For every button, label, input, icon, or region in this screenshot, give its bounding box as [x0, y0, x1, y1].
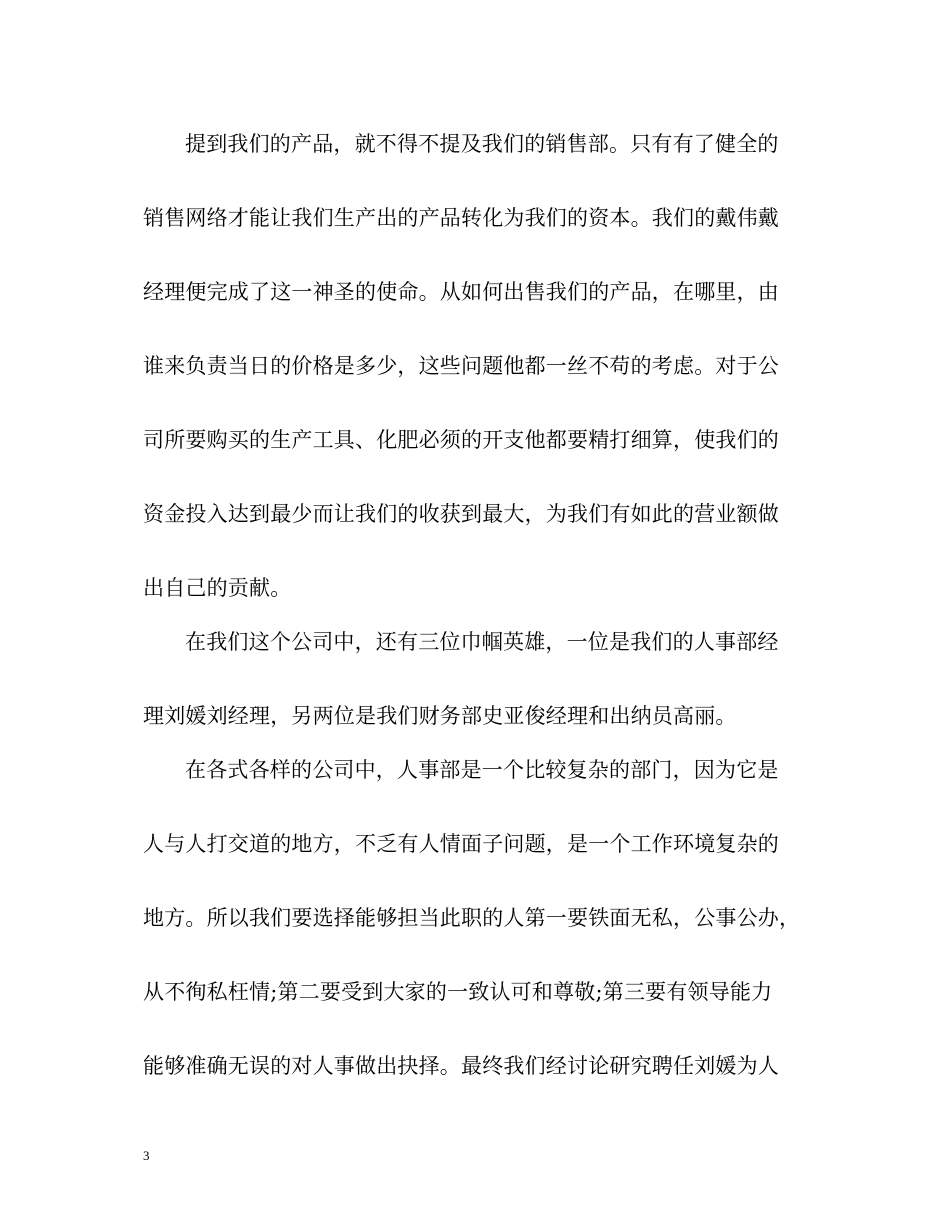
- text-line: 谁来负责当日的价格是多少，这些问题他都一丝不苟的考虑。对于公: [143, 354, 779, 378]
- page-number: 3: [143, 1148, 150, 1163]
- text-line: 提到我们的产品，就不得不提及我们的销售部。只有有了健全的: [185, 132, 779, 156]
- body-text: [143, 121, 808, 1089]
- text-line: 出自己的贡献。: [143, 576, 292, 600]
- text-line: 经理便完成了这一神圣的使命。从如何出售我们的产品，在哪里，由: [143, 280, 779, 304]
- text-line: 资金投入达到最少而让我们的收获到最大，为我们有如此的营业额做: [143, 502, 779, 526]
- text-line: 从不徇私枉情;第二要受到大家的一致认可和尊敬;第三要有领导能力: [143, 980, 773, 1004]
- text-line: 在各式各样的公司中，人事部是一个比较复杂的部门，因为它是: [185, 758, 779, 782]
- text-line: 地方。所以我们要选择能够担当此职的人第一要铁面无私，公事公办，: [143, 906, 801, 930]
- text-line: 能够准确无误的对人事做出抉择。最终我们经讨论研究聘任刘媛为人: [143, 1054, 779, 1078]
- text-line: 人与人打交道的地方，不乏有人情面子问题，是一个工作环境复杂的: [143, 832, 779, 856]
- text-line: 销售网络才能让我们生产出的产品转化为我们的资本。我们的戴伟戴: [143, 206, 779, 230]
- text-line: 在我们这个公司中，还有三位巾帼英雄，一位是我们的人事部经: [185, 630, 779, 654]
- text-line: 司所要购买的生产工具、化肥必须的开支他都要精打细算，使我们的: [143, 428, 779, 452]
- text-line: 理刘媛刘经理，另两位是我们财务部史亚俊经理和出纳员高丽。: [143, 704, 737, 728]
